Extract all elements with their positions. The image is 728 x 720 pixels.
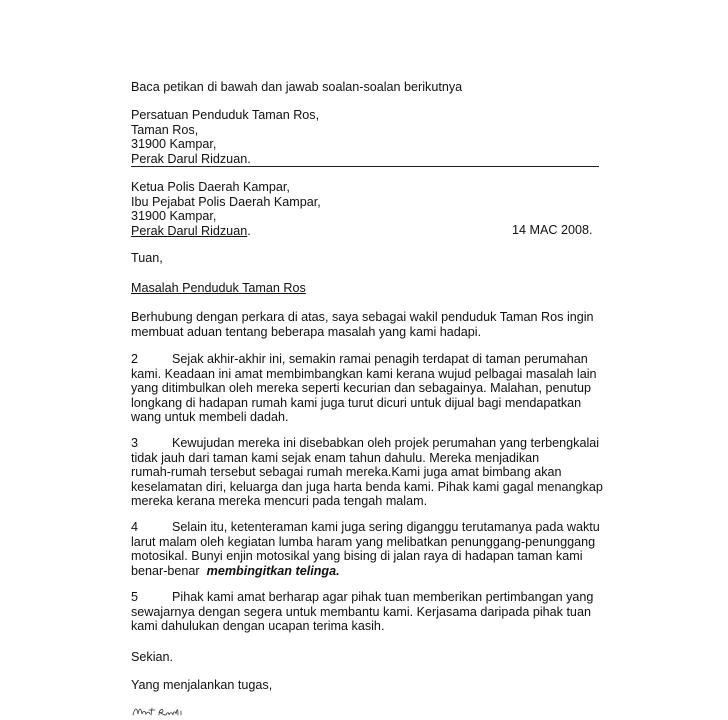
closing-signoff [131, 678, 611, 693]
sender-line: Perak Darul Ridzuan. [131, 151, 251, 166]
paragraph-line: Berhubung dengan perkara di atas, saya sebagai wakil penduduk Taman Ros ingin [131, 310, 594, 324]
signature-image [131, 703, 191, 719]
paragraph-line: motosikal. Bunyi enjin motosikal yang bising di jalan raya di hadapan taman kami [131, 549, 583, 564]
paragraph-line: membuat aduan tentang beberapa masalah yang kami hadapi. [131, 324, 482, 339]
emphasis-text: membingitkan telinga. [206, 563, 340, 578]
paragraph-last-line [131, 564, 611, 579]
sender-line: Taman Ros, [131, 122, 199, 137]
paragraph-3 [131, 436, 611, 509]
paragraph-first-line [131, 352, 611, 367]
paragraph-first-line [131, 436, 611, 451]
instruction-text [131, 80, 611, 95]
paragraph-text: Sejak akhir-akhir ini, semakin ramai penagih terdapat di taman perumahan [172, 352, 588, 366]
closing-text: Yang menjalankan tugas, [131, 678, 273, 692]
paragraph-number: 4 [131, 520, 139, 534]
salutation [131, 251, 611, 266]
letter-date: 14 MAC 2008. [512, 223, 593, 237]
paragraph-line: larut malam oleh kegiatan lumba haram yang melibatkan penunggang-penunggang [131, 534, 596, 549]
paragraph-line: kami. Keadaan ini amat membimbangkan kami kerana wujud pelbagai masalah lain [131, 366, 597, 381]
subject [131, 281, 611, 296]
recipient-line: Ketua Polis Daerah Kampar, [131, 180, 290, 194]
paragraph-5 [131, 590, 611, 634]
recipient-state: Perak Darul Ridzuan [131, 223, 248, 238]
closing-sekian [131, 650, 611, 665]
paragraph-line: yang ditimbulkan oleh mereka seperti kecurian dan sebagainya. Malahan, penutup [131, 381, 591, 396]
paragraph-number: 5 [131, 590, 139, 604]
paragraph-line: mereka kerana mereka mencuri pada tengah malam. [131, 494, 428, 509]
paragraph-number: 2 [131, 352, 139, 366]
paragraph-text: benar-benar [131, 563, 200, 578]
paragraph-1 [131, 310, 611, 339]
paragraph-text: Kewujudan mereka ini disebabkan oleh projek perumahan yang terbengkalai [172, 436, 600, 450]
paragraph-line: sewajarnya dengan segera untuk membantu kami. Kerjasama daripada pihak tuan [131, 604, 591, 619]
paragraph-first-line [131, 590, 611, 605]
paragraph-line: rumah-rumah tersebut sebagai rumah mereka.Kami juga amat bimbang akan [131, 465, 562, 480]
paragraph-line: wang untuk membeli dadah. [131, 410, 289, 425]
paragraph-2 [131, 352, 611, 425]
paragraph-line: longkang di hadapan rumah kami juga turut dicuri untuk dijual bagi mendapatkan [131, 395, 582, 410]
paragraph-line: tidak jauh dari taman kami sejak enam tahun dahulu. Mereka menjadikan [131, 450, 540, 465]
paragraph-line: kami dahulukan dengan ucapan terima kasih. [131, 619, 385, 634]
recipient-line: 31900 Kampar, [131, 209, 217, 224]
subject-title: Masalah Penduduk Taman Ros [131, 281, 306, 295]
recipient-state-period: . [247, 223, 251, 238]
paragraph-first-line [131, 520, 611, 535]
closing-text: Sekian. [131, 650, 174, 664]
paragraph-text: Pihak kami amat berharap agar pihak tuan memberikan pertimbangan yang [172, 590, 594, 604]
sender-address [131, 108, 611, 166]
paragraph-4 [131, 520, 611, 578]
paragraph-number: 3 [131, 436, 139, 450]
sender-line: Persatuan Penduduk Taman Ros, [131, 108, 320, 122]
paragraph-text: Selain itu, ketenteraman kami juga sering diganggu terutamanya pada waktu [172, 520, 600, 534]
salutation-text: Tuan, [131, 251, 163, 265]
recipient-line: Ibu Pejabat Polis Daerah Kampar, [131, 194, 321, 209]
address-divider [131, 166, 599, 167]
paragraph-line: keselamatan diri, keluarga dan juga harta benda kami. Pihak kami gagal menangkap [131, 479, 603, 494]
instruction-line: Baca petikan di bawah dan jawab soalan-soalan berikutnya [131, 80, 463, 94]
sender-line: 31900 Kampar, [131, 137, 217, 152]
